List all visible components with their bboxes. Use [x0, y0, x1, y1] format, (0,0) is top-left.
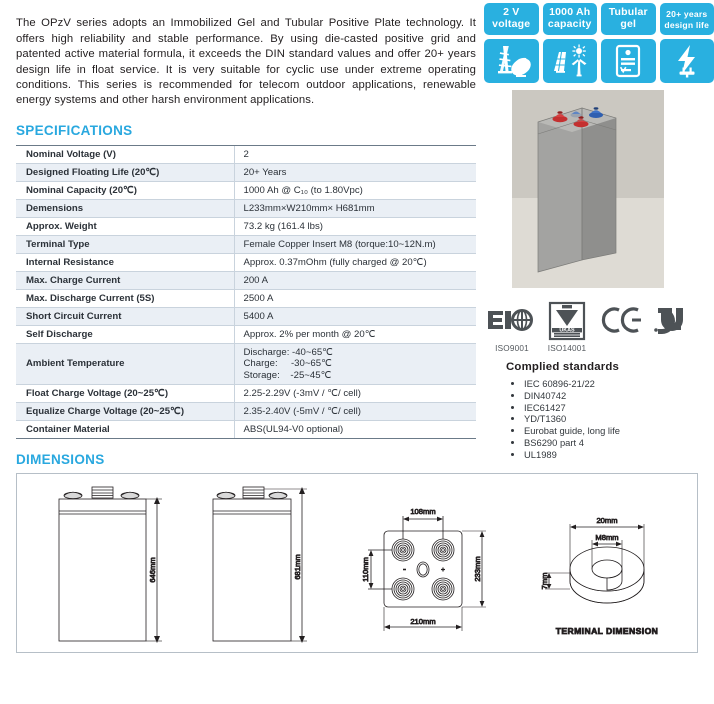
- spec-row: [16, 253, 476, 271]
- spec-label: Float Charge Voltage (20~25℃): [16, 385, 234, 403]
- spec-label: Max. Charge Current: [16, 271, 234, 289]
- standard-item: • Eurobat guide, long life: [524, 425, 714, 437]
- spec-row: [16, 385, 476, 403]
- spec-value: Approx. 2% per month @ 20℃: [234, 325, 476, 343]
- terminal-dimension-title: TERMINAL DIMENSION: [555, 626, 659, 637]
- spec-label: Terminal Type: [16, 235, 234, 253]
- badge-type: [601, 3, 656, 35]
- spec-value: [234, 343, 476, 385]
- front-view-drawing: [59, 487, 162, 643]
- spec-label: Designed Floating Life (20℃): [16, 163, 234, 181]
- meter-document-icon: [601, 39, 656, 83]
- spec-row: [16, 181, 476, 199]
- spec-value: 2.25-2.29V (-3mV / ℃/ cell): [234, 385, 476, 403]
- badge-type-value: Tubular: [608, 6, 648, 18]
- lightning-plug-icon: [660, 39, 714, 83]
- spec-value: 200 A: [234, 271, 476, 289]
- spec-row: [16, 307, 476, 325]
- spec-label: Nominal Voltage (V): [16, 145, 234, 163]
- standards-title: Complied standards: [506, 361, 620, 373]
- spec-value: 5400 A: [234, 307, 476, 325]
- spec-value: 1000 Ah @ C₁₀ (to 1.80Vpc): [234, 181, 476, 199]
- standard-item: • YD/T1360: [524, 413, 714, 425]
- spec-value: 2: [234, 145, 476, 163]
- specifications-heading: SPECIFICATIONS: [16, 122, 133, 138]
- badge-voltage: [484, 3, 539, 35]
- ul-mark: [654, 308, 683, 334]
- spec-label: Max. Discharge Current (5S): [16, 289, 234, 307]
- spec-value-line: Charge: -30~65℃: [243, 358, 332, 370]
- spec-value: Approx. 0.37mOhm (fully charged @ 20℃): [234, 253, 476, 271]
- badge-design-life-label: design life: [664, 20, 710, 30]
- spec-label: Self Discharge: [16, 325, 234, 343]
- spec-row: [16, 403, 476, 421]
- spec-label: Approx. Weight: [16, 217, 234, 235]
- standard-item: • IEC61427: [524, 402, 714, 414]
- terminal-outer-diameter-label: 20mm: [596, 516, 618, 526]
- badge-voltage-label: voltage: [492, 18, 531, 30]
- top-view-spacing-x-label: 108mm: [410, 507, 436, 517]
- intro-paragraph: The OPzV series adopts an Immobilized Gel and Tubular Positive Plate technology. It offers high reliability and stable performance. By using die-casted positive grid and patented active material formula, it exceeds the DIN standard values and offer 20+ years design life in float service. It is very suitable for cyclic use under extreme operating conditions. This series is recommended for telecom outdoor applications, renewable energy systems and other harsh environment applications.: [16, 17, 476, 107]
- standards-list: [484, 378, 714, 461]
- cert-caption-iso14001: ISO14001: [547, 344, 587, 353]
- spec-value: 2500 A: [234, 289, 476, 307]
- front-view-height-label: 646mm: [148, 557, 157, 583]
- spec-label: Nominal Capacity (20℃): [16, 181, 234, 199]
- top-view-width-label: 210mm: [410, 617, 436, 627]
- feature-icons: [484, 39, 714, 83]
- spec-row: [16, 421, 476, 439]
- spec-label: Container Material: [16, 421, 234, 439]
- feature-badges: [484, 0, 714, 35]
- spec-row: [16, 235, 476, 253]
- badge-design-life: [660, 3, 714, 35]
- standard-item: • BS6290 part 4: [524, 437, 714, 449]
- spec-value: L233mm×W210mm× H681mm: [234, 199, 476, 217]
- badge-capacity: [543, 3, 598, 35]
- top-view-depth-label: 233mm: [473, 556, 482, 582]
- badge-capacity-value: 1000 Ah: [549, 6, 591, 18]
- top-view-drawing: [368, 516, 486, 631]
- spec-value: 73.2 kg (161.4 lbs): [234, 217, 476, 235]
- standard-item: • UL1989: [524, 449, 714, 461]
- spec-row: [16, 289, 476, 307]
- spec-row: [16, 199, 476, 217]
- spec-row: [16, 217, 476, 235]
- svg-text:UKAS: UKAS: [559, 327, 575, 334]
- spec-row: [16, 271, 476, 289]
- telecom-tower-satellite-icon: [484, 39, 539, 83]
- spec-row: [16, 163, 476, 181]
- right-column: [484, 0, 714, 461]
- spec-value: 2.35-2.40V (-5mV / ℃/ cell): [234, 403, 476, 421]
- spec-label: Equalize Charge Voltage (20~25℃): [16, 403, 234, 421]
- badge-voltage-value: 2 V: [503, 6, 520, 18]
- spec-label: Internal Resistance: [16, 253, 234, 271]
- standard-item: • IEC 60896-21/22: [524, 378, 714, 390]
- specifications-table-body: [16, 145, 476, 439]
- solar-wind-icon: [543, 39, 598, 83]
- badge-capacity-label: capacity: [547, 18, 592, 30]
- eic-logo: [488, 311, 532, 330]
- ce-mark: [603, 309, 641, 331]
- dimensions-drawings: [17, 474, 699, 654]
- product-photo: [512, 90, 664, 288]
- spec-label: Demensions: [16, 199, 234, 217]
- spec-row: [16, 145, 476, 163]
- side-view-height-label: 681mm: [293, 554, 302, 580]
- terminal-height-label: 7mm: [540, 572, 549, 590]
- dimensions-heading: DIMENSIONS: [16, 452, 105, 468]
- specifications-table: [16, 145, 476, 440]
- cert-caption-iso9001: ISO9001: [495, 344, 529, 353]
- ukas-logo: [550, 303, 584, 339]
- spec-value: ABS(UL94-V0 optional): [234, 421, 476, 439]
- spec-value-line: Storage: -25~45℃: [243, 369, 332, 381]
- spec-label: Short Circuit Current: [16, 307, 234, 325]
- top-view-spacing-y-label: 110mm: [361, 557, 370, 583]
- certifications: [484, 297, 714, 359]
- spec-value: 20+ Years: [234, 163, 476, 181]
- spec-row: [16, 343, 476, 385]
- badge-type-label: gel: [620, 18, 637, 30]
- spec-value: Female Copper Insert M8 (torque:10~12N.m): [234, 235, 476, 253]
- spec-value-line: Discharge: -40~65℃: [243, 346, 333, 358]
- spec-row: [16, 325, 476, 343]
- spec-label: Ambient Temperature: [16, 343, 234, 385]
- standard-item: • DIN40742: [524, 390, 714, 402]
- dimensions-panel: [16, 473, 698, 653]
- badge-design-life-value: 20+ years: [666, 9, 708, 19]
- terminal-inner-thread-label: M8mm: [595, 533, 619, 543]
